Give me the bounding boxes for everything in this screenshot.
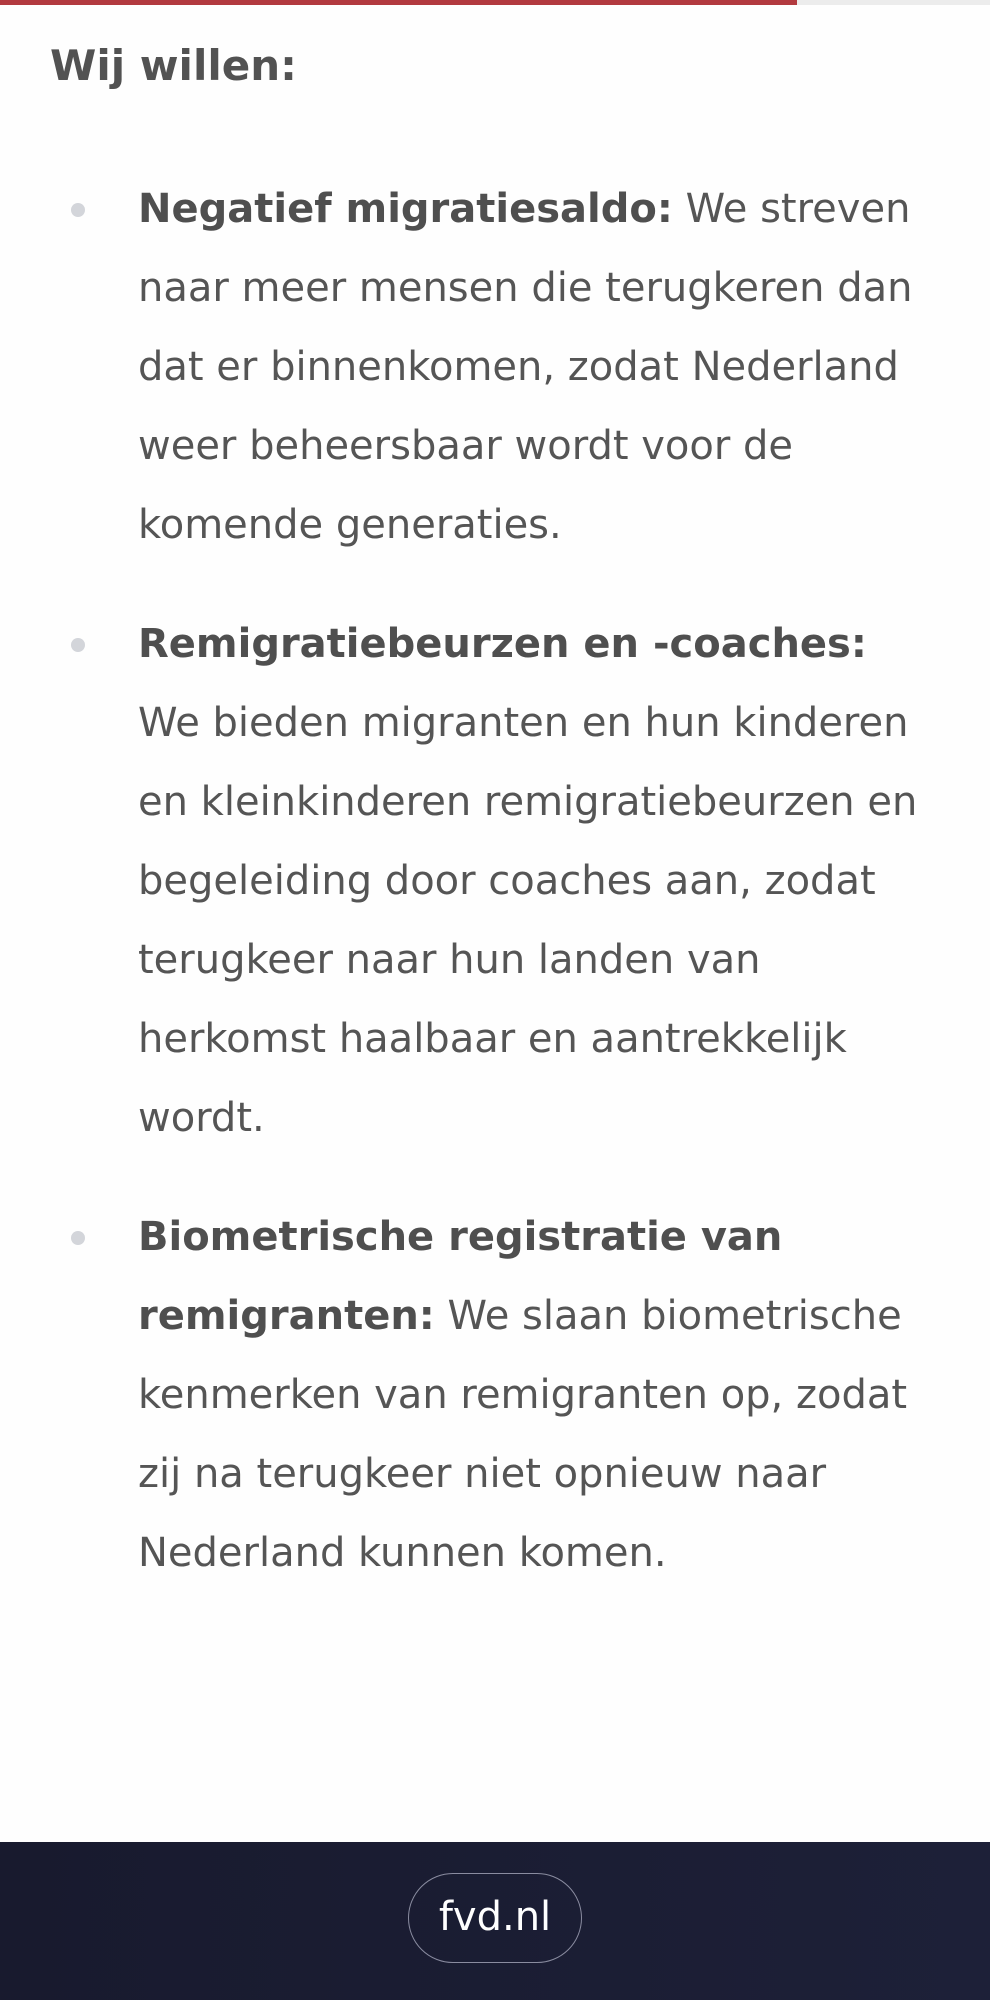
section-heading: Wij willen: (50, 41, 297, 90)
list-item-text: We streven naar meer mensen die terugkeren dan dat er binnenkomen, zodat Nederland weer beheersbaar wordt voor de komende generaties. (138, 186, 913, 548)
bullet-dot-icon (71, 1231, 85, 1245)
list-item-text: We slaan biometrische kenmerken van remigranten op, zodat zij na terugkeer niet opnieuw naar Nederland kunnen komen. (138, 1293, 908, 1576)
bullet-dot-icon (71, 638, 85, 652)
list-item (0, 170, 990, 565)
list-item-title: Negatief migratiesaldo: (138, 186, 673, 232)
bullet-dot-icon (71, 203, 85, 217)
list-item-text: We bieden migranten en hun kinderen en kleinkinderen remigratiebeurzen en begeleiding door coaches aan, zodat terugkeer naar hun landen van herkomst haalbaar en aantrekkelijk wordt. (138, 700, 918, 1141)
reading-progress-bar (0, 0, 990, 5)
list-item-title: Remigratiebeurzen en -coaches: (138, 621, 867, 667)
list-item (0, 1198, 990, 1593)
list-item-title: Biometrische registratie van remigranten: (138, 1214, 783, 1339)
reading-progress-fill (0, 0, 797, 5)
browser-bottom-bar (0, 1842, 990, 2000)
list-item (0, 605, 990, 1158)
site-address-button[interactable]: fvd.nl (408, 1873, 582, 1963)
policy-list (0, 170, 990, 1633)
